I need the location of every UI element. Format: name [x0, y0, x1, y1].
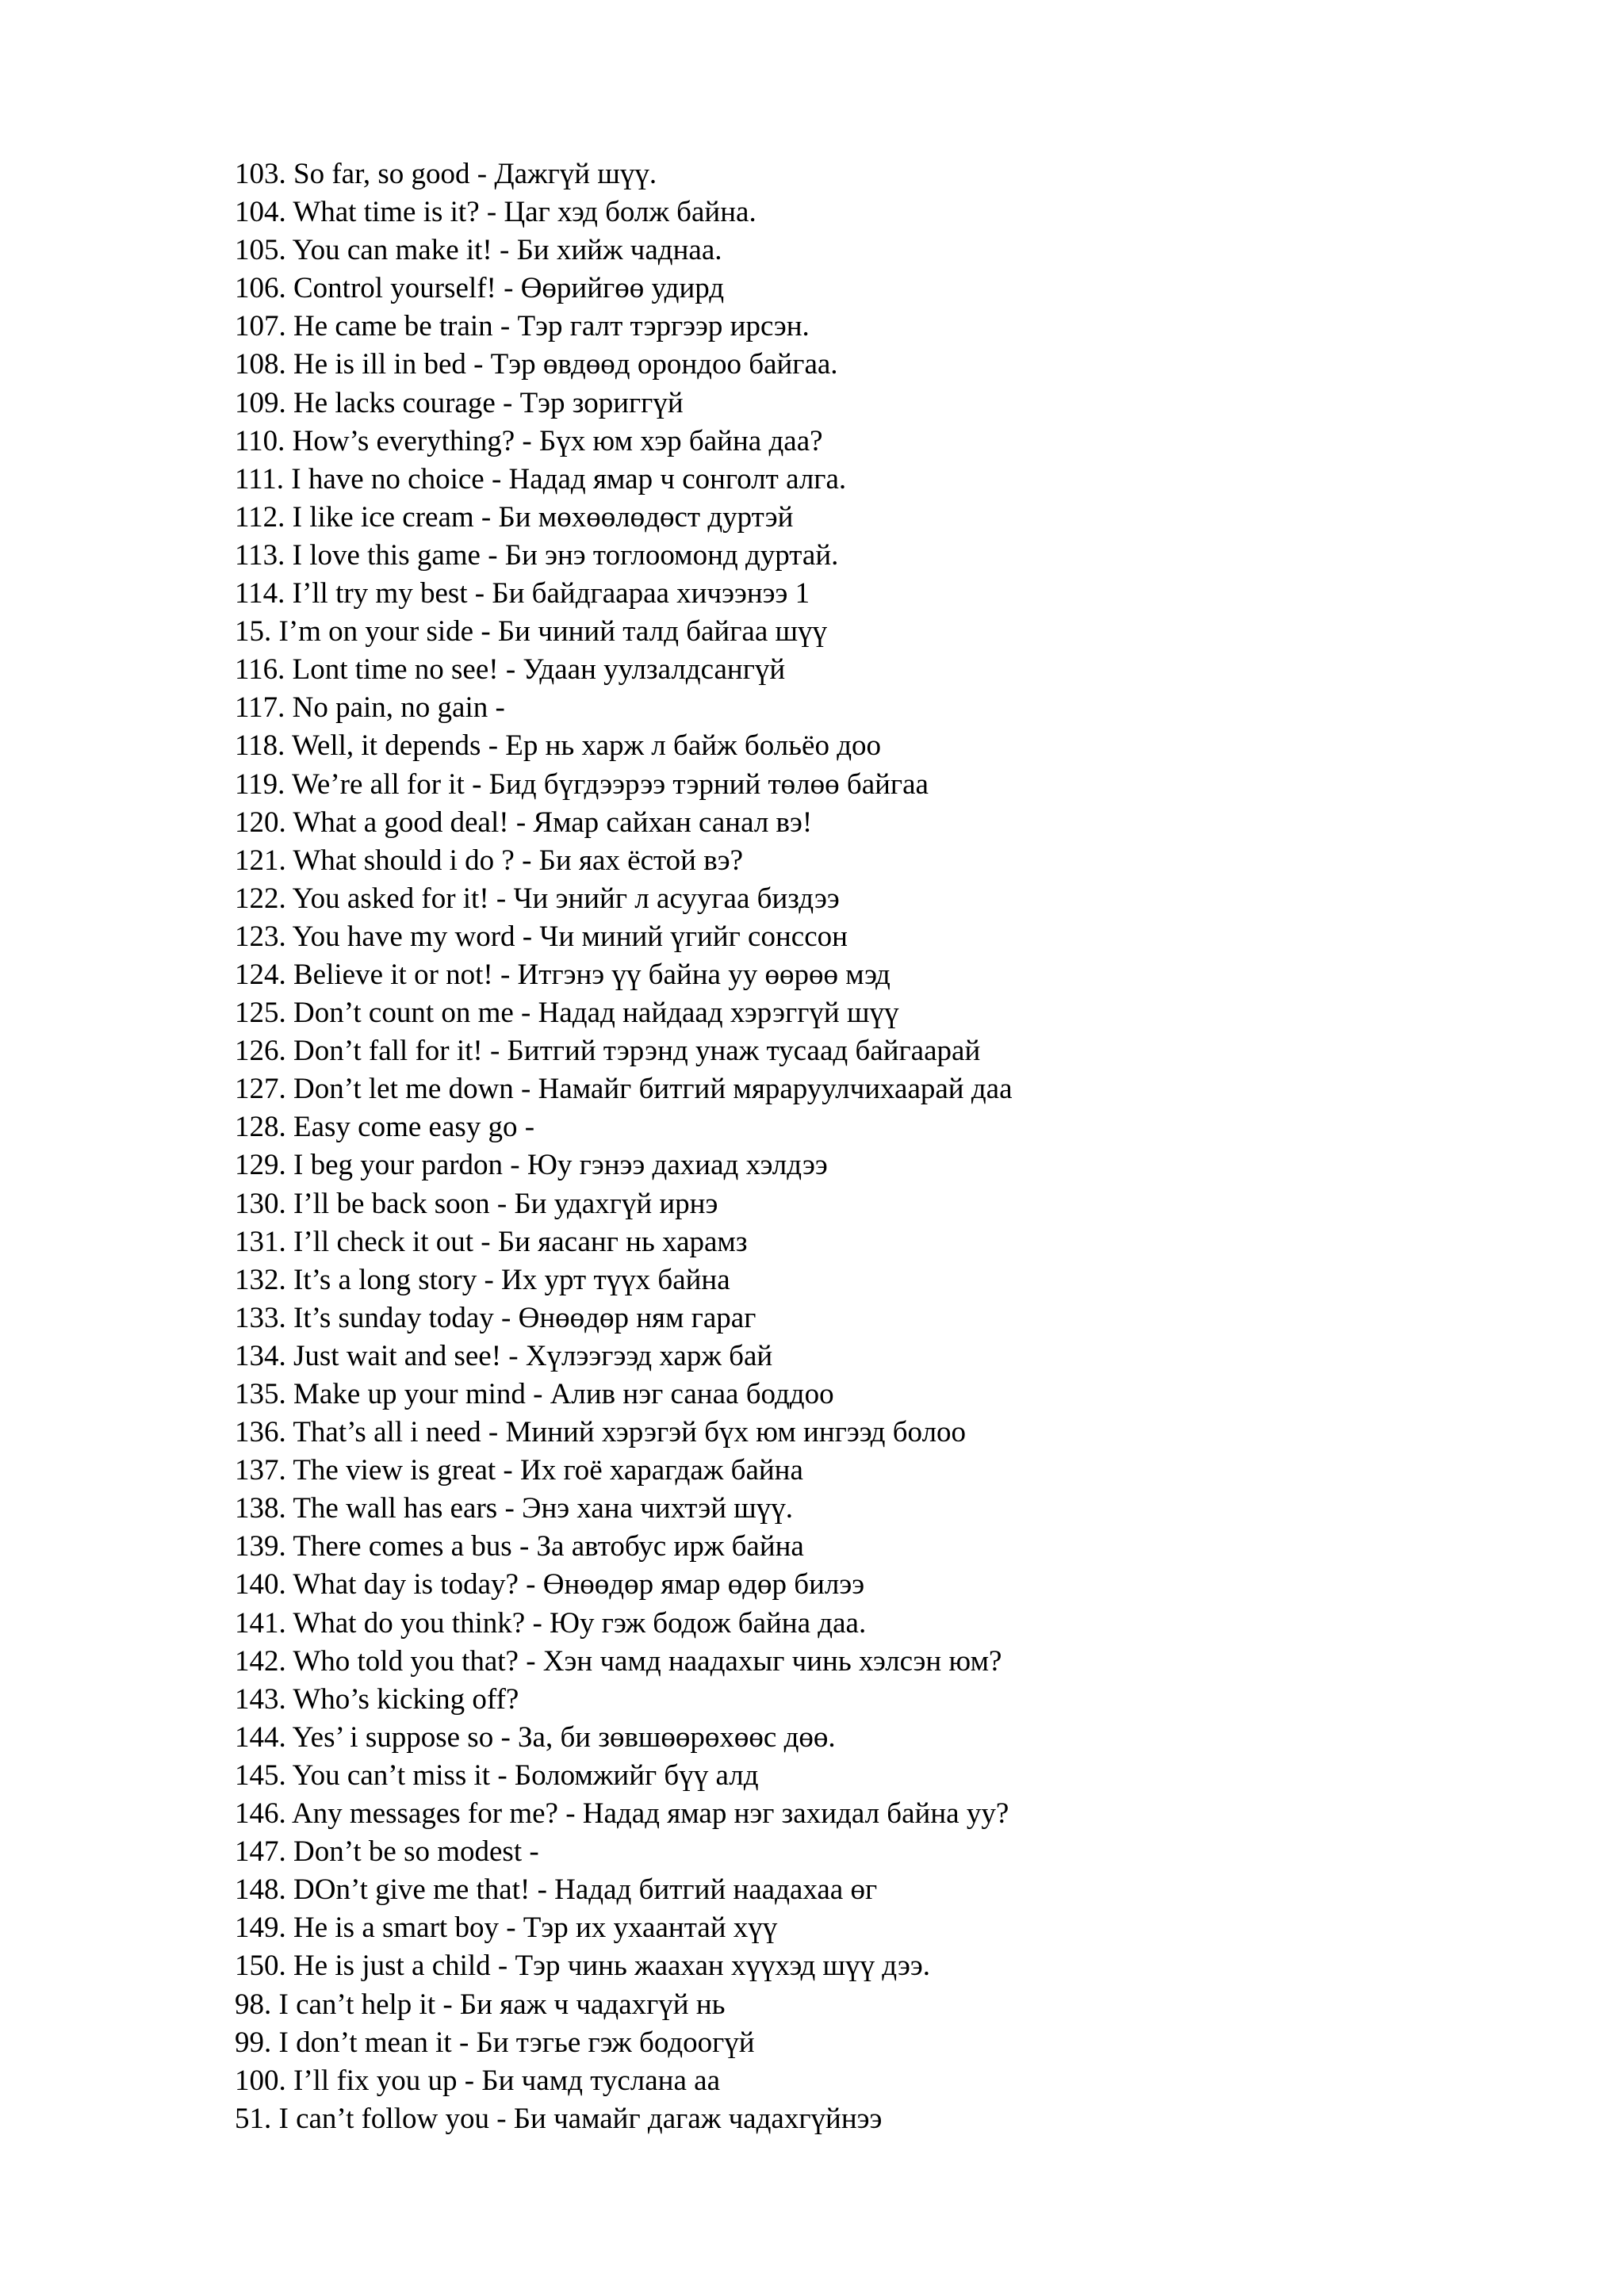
phrase-line: 108. He is ill in bed - Тэр өвдөөд орондоо байгаа.: [235, 348, 838, 381]
phrase-line: 109. He lacks courage - Тэр зориггүй: [235, 386, 684, 419]
phrase-line: 123. You have my word - Чи миний үгийг сонссон: [235, 920, 848, 953]
phrase-line: 119. We’re all for it - Бид бүгдээрээ тэрний төлөө байгаа: [235, 767, 929, 801]
phrase-line: 133. It’s sunday today - Өнөөдөр ням гараг: [235, 1301, 756, 1334]
phrase-line: 120. What a good deal! - Ямар сайхан санал вэ!: [235, 806, 813, 839]
phrase-line: 138. The wall has ears - Энэ хана чихтэй шүү.: [235, 1492, 794, 1525]
phrase-line: 107. He came be train - Тэр галт тэргээр ирсэн.: [235, 310, 810, 343]
phrase-line: 137. The view is great - Их гоё харагдаж байна: [235, 1454, 803, 1487]
phrase-line: 140. What day is today? - Өнөөдөр ямар өдөр билээ: [235, 1568, 865, 1601]
phrase-line: 150. He is just a child - Тэр чинь жаахан хүүхэд шүү дээ.: [235, 1950, 931, 1983]
phrase-line: 118. Well, it depends - Ер нь харж л байж больёо доо: [235, 729, 882, 763]
phrase-line: 132. It’s a long story - Их урт түүх байна: [235, 1263, 730, 1296]
phrase-line: 100. I’ll fix you up - Би чамд туслана аа: [235, 2064, 720, 2097]
phrase-line: 127. Don’t let me down - Намайг битгий мяраруулчихаарай даа: [235, 1073, 1013, 1106]
phrase-line: 114. I’ll try my best - Би байдгаараа хичээнээ 1: [235, 577, 810, 610]
phrase-line: 122. You asked for it! - Чи энийг л асуугаа биздээ: [235, 882, 840, 915]
phrase-line: 106. Control yourself! - Өөрийгөө удирд: [235, 272, 725, 305]
phrase-line: 135. Make up your mind - Алив нэг санаа боддоо: [235, 1378, 834, 1410]
phrase-line: 125. Don’t count on me - Надад найдаад хэрэггүй шүү: [235, 997, 899, 1030]
phrase-line: 15. I’m on your side - Би чиний талд байгаа шүү: [235, 615, 827, 649]
phrase-line: 104. What time is it? - Цаг хэд болж байна.: [235, 196, 756, 229]
phrase-line: 130. I’ll be back soon - Би удахгүй ирнэ: [235, 1187, 718, 1220]
phrase-line: 116. Lont time no see! - Удаан уулзалдсангүй: [235, 653, 786, 687]
phrase-line: 117. No pain, no gain -: [235, 691, 505, 725]
phrase-line: 110. How’s everything? - Бүх юм хэр байна даа?: [235, 424, 823, 457]
phrase-line: 128. Easy come easy go -: [235, 1111, 535, 1144]
phrase-line: 103. So far, so good - Дажгүй шүү.: [235, 158, 657, 190]
phrase-line: 129. I beg your pardon - Юу гэнээ дахиад хэлдээ: [235, 1149, 828, 1182]
phrase-line: 141. What do you think? - Юу гэж бодож байна даа.: [235, 1606, 867, 1640]
phrase-line: 143. Who’s kicking off?: [235, 1682, 519, 1716]
phrase-line: 126. Don’t fall for it! - Битгий тэрэнд унаж тусаад байгаарай: [235, 1035, 981, 1068]
phrase-line: 99. I don’t mean it - Би тэгье гэж бодоогүй: [235, 2026, 755, 2059]
phrase-line: 134. Just wait and see! - Хүлээгээд харж бай: [235, 1339, 773, 1372]
phrase-line: 113. I love this game - Би энэ тоглоомонд дуртай.: [235, 538, 839, 572]
phrase-line: 139. There comes a bus - За автобус ирж байна: [235, 1530, 804, 1563]
phrase-line: 112. I like ice cream - Би мөхөөлөдөст дуртэй: [235, 500, 794, 534]
phrase-line: 105. You can make it! - Би хийж чаднаа.: [235, 234, 722, 267]
phrase-line: 148. DOn’t give me that! - Надад битгий наадахаа өг: [235, 1873, 878, 1907]
phrase-line: 144. Yes’ i suppose so - За, би зөвшөөрөхөөс дөө.: [235, 1720, 836, 1754]
phrase-line: 131. I’ll check it out - Би яасанг нь харамз: [235, 1225, 748, 1258]
phrase-line: 136. That’s all i need - Миний хэрэгэй бүх юм ингээд болоо: [235, 1416, 967, 1449]
phrase-line: 147. Don’t be so modest -: [235, 1835, 539, 1869]
phrase-line: 124. Believe it or not! - Итгэнэ үү байна уу өөрөө мэд: [235, 958, 891, 991]
phrase-list: [235, 155, 1013, 2138]
phrase-line: 98. I can’t help it - Би яаж ч чадахгүй нь: [235, 1988, 726, 2021]
phrase-line: 146. Any messages for me? - Надад ямар нэг захидал байна уу?: [235, 1797, 1009, 1831]
phrase-line: 145. You can’t miss it - Боломжийг бүү алд: [235, 1758, 759, 1792]
phrase-line: 111. I have no choice - Надад ямар ч сонголт алга.: [235, 462, 847, 496]
phrase-line: 142. Who told you that? - Хэн чамд наадахыг чинь хэлсэн юм?: [235, 1644, 1002, 1678]
phrase-line: 51. I can’t follow you - Би чамайг дагаж чадахгүйнээ: [235, 2102, 883, 2135]
phrase-line: 121. What should i do ? - Би яах ёстой вэ?: [235, 844, 743, 877]
phrase-line: 149. He is a smart boy - Тэр их ухаантай хүү: [235, 1911, 778, 1945]
